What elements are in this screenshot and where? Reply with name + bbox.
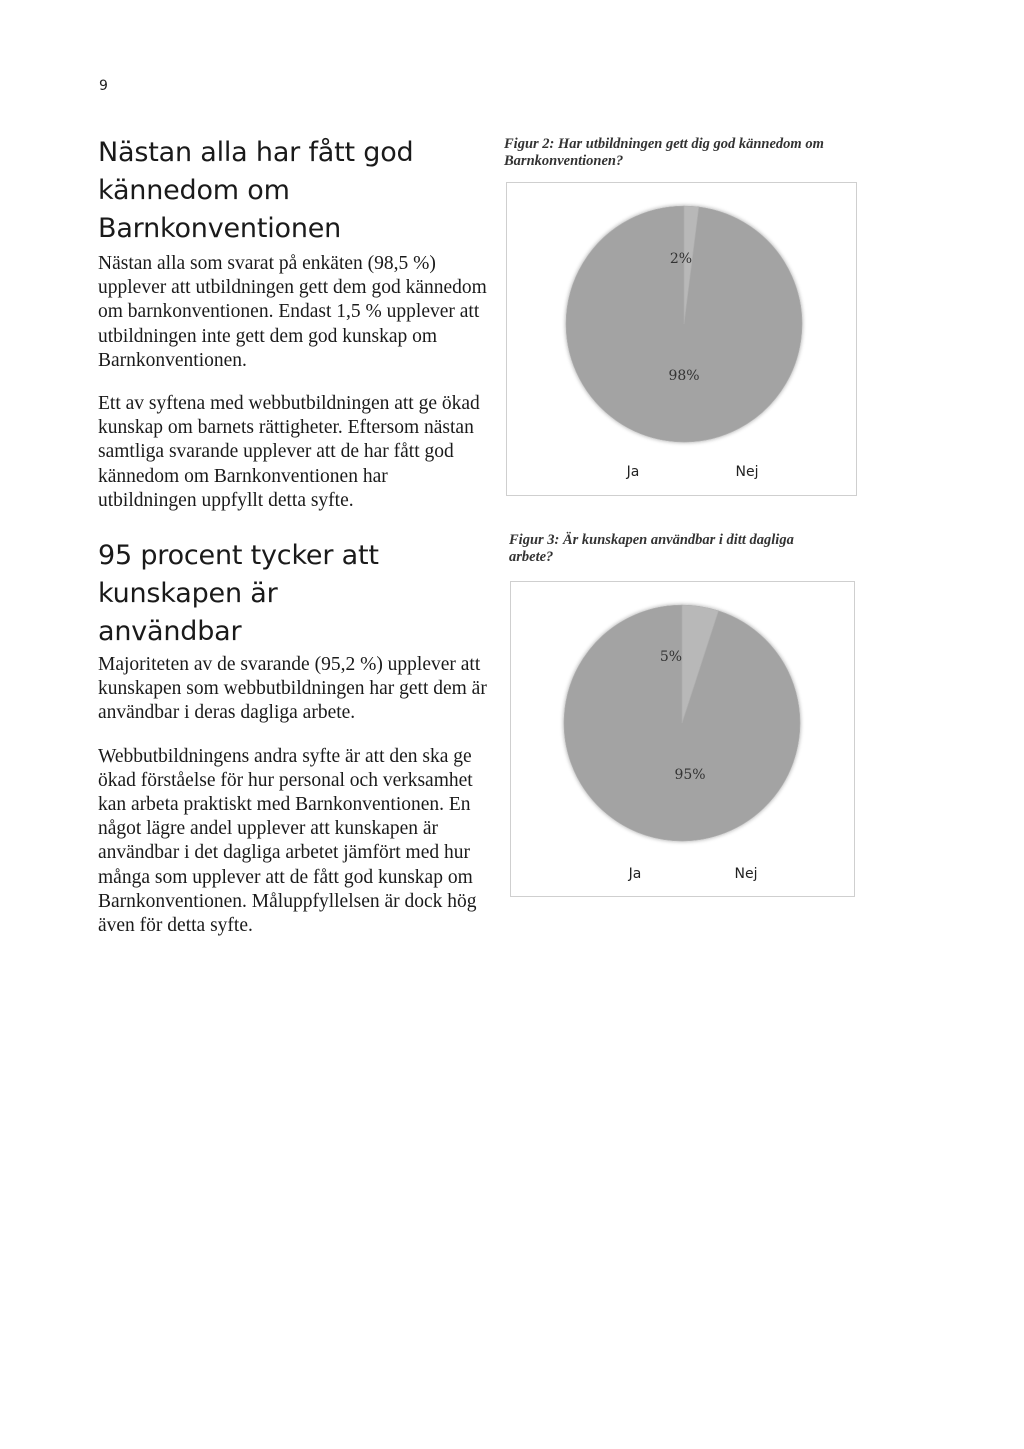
paragraph-kannedom-2: Ett av syftena med webbutbildningen att ge ökad kunskap om barnets rättigheter. Eftersom nästan samtliga svarande upplever att de har fått god kännedom om Barnkonventionen har utbildningen uppfyllt detta syfte. bbox=[98, 393, 480, 511]
legend-entry-nej: Nej bbox=[734, 866, 758, 882]
figure-2 bbox=[504, 136, 860, 498]
figure-3 bbox=[509, 532, 859, 900]
pie-data-label-ja: 98% bbox=[668, 368, 700, 384]
section-heading-kannedom: Nästan alla har fått god kännedom om Barnkonventionen bbox=[98, 137, 414, 244]
pie-slice-ja bbox=[566, 206, 802, 442]
pie-data-label-nej: 5% bbox=[659, 649, 683, 665]
figure-2-chart-frame bbox=[506, 182, 857, 496]
paragraph-anvandbar-2: Webbutbildningens andra syfte är att den ska ge ökad förståelse för hur personal och verksamhet kan arbeta praktiskt med Barnkonventionen. En något lägre andel upplever att kunskapen är användbar i det dagliga arbetet jämfört med hur många som upplever att de fått god kunskap om Barnkonventionen. Måluppfyllelsen är dock hög även för detta syfte. bbox=[98, 745, 477, 937]
figure-2-caption: Figur 2: Har utbildningen gett dig god kännedom om Barnkonventionen? bbox=[504, 136, 824, 169]
paragraph-kannedom-1: Nästan alla som svarat på enkäten (98,5 %) upplever att utbildningen gett dem god kännedom om barnkonventionen. Endast 1,5 % upplever att utbildningen inte gett dem god kunskap om Barnkonventionen. bbox=[98, 253, 487, 371]
figure-3-chart-frame bbox=[510, 581, 855, 897]
legend-entry-nej: Nej bbox=[735, 464, 759, 480]
page-number: 9 bbox=[99, 78, 108, 94]
section-heading-anvandbar: 95 procent tycker att kunskapen är användbar bbox=[98, 540, 379, 648]
legend-entry-ja: Ja bbox=[626, 464, 640, 480]
pie-slice-ja bbox=[564, 605, 800, 841]
figure-3-pie-chart bbox=[511, 582, 854, 896]
figure-2-pie-chart bbox=[507, 183, 856, 495]
pie-data-label-nej: 2% bbox=[669, 251, 693, 267]
paragraph-anvandbar-1: Majoriteten av de svarande (95,2 %) upplever att kunskapen som webbutbildningen har gett dem är användbar i deras dagliga arbete. bbox=[98, 654, 487, 724]
legend-entry-ja: Ja bbox=[628, 866, 642, 882]
pie-data-label-ja: 95% bbox=[674, 767, 706, 783]
main-text-column bbox=[98, 134, 503, 938]
figure-3-caption: Figur 3: Är kunskapen användbar i ditt dagliga arbete? bbox=[509, 532, 794, 565]
